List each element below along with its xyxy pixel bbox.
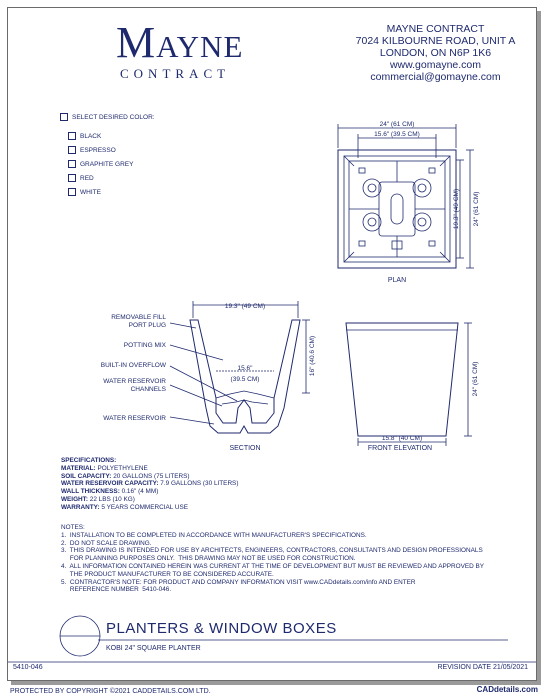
- callout-channels: WATER RESERVOIR: [103, 378, 166, 385]
- front-label: FRONT ELEVATION: [367, 445, 433, 452]
- callout-potting-mix: POTTING MIX: [123, 342, 166, 349]
- copyright-text: PROTECTED BY COPYRIGHT ©2021 CADDETAILS.COM LTD.: [10, 688, 211, 695]
- front-dim-height: 24" (61 CM): [472, 361, 479, 397]
- specifications: [61, 457, 361, 512]
- notes: [61, 524, 501, 594]
- callout-fill-plug-2: PORT PLUG: [128, 322, 166, 329]
- spec-row: WATER RESERVOIR CAPACITY: 7.9 GALLONS (30 LITERS): [61, 480, 239, 488]
- plan-dim-right-inner: 19.3" (49 CM): [453, 188, 460, 230]
- address-line-2: LONDON, ON N6P 1K6: [379, 47, 492, 59]
- note-line: REFERENCE NUMBER 5410-046.: [61, 586, 172, 594]
- section-dim-mid: 15.6": [237, 365, 253, 372]
- color-option[interactable]: BLACK: [68, 130, 155, 144]
- drawing-subtitle: KOBI 24" SQUARE PLANTER: [106, 645, 201, 652]
- color-option[interactable]: RED: [68, 172, 155, 186]
- color-heading: SELECT DESIRED COLOR:: [60, 111, 155, 125]
- email-link[interactable]: commercial@gomayne.com: [370, 71, 501, 83]
- section-dim-top: 19.3" (49 CM): [224, 303, 266, 310]
- reference-number: 5410-046: [13, 664, 43, 671]
- notes-heading: NOTES:: [61, 524, 85, 531]
- drawing-title: PLANTERS & WINDOW BOXES: [106, 620, 337, 637]
- spec-row: MATERIAL: POLYETHYLENE: [61, 464, 148, 472]
- color-option[interactable]: ESPRESSO: [68, 144, 155, 158]
- section-label: SECTION: [229, 445, 261, 452]
- revision-date: REVISION DATE 21/05/2021: [437, 664, 528, 671]
- drawing-views: [8, 8, 536, 468]
- drawing-sheet: [7, 7, 537, 681]
- callout-channels-2: CHANNELS: [130, 386, 166, 393]
- brand-logo: Mayne: [116, 18, 244, 67]
- specs-heading: SPECIFICATIONS:: [61, 457, 117, 464]
- company-name: MAYNE CONTRACT: [386, 23, 485, 35]
- plan-dim-inner: 15.6" (39.5 CM): [374, 131, 420, 138]
- brand-subtitle: CONTRACT: [120, 66, 231, 81]
- note-line: THE PRODUCT MANUFACTURER TO BE CONSIDERED ACCURATE.: [61, 570, 274, 578]
- section-dim-mid-cm: (39.5 CM): [230, 376, 260, 383]
- front-dim-bottom: 15.8" (40 CM): [381, 435, 423, 442]
- note-line: 3. THIS DRAWING IS INTENDED FOR USE BY ARCHITECTS, ENGINEERS, CONTRACTORS, CONSULTANTS AND DESIGN PROFESSIONALS: [61, 547, 483, 555]
- website-link[interactable]: www.gomayne.com: [389, 59, 482, 71]
- caddetails-logo[interactable]: CADdetails.com: [476, 685, 538, 694]
- callout-overflow: BUILT-IN OVERFLOW: [100, 362, 166, 369]
- note-line: FOR PLANNING PURPOSES ONLY. THIS DRAWING MAY NOT BE USED FOR CONSTRUCTION.: [61, 555, 356, 563]
- callout-reservoir: WATER RESERVOIR: [103, 415, 166, 422]
- spec-row: WALL THICKNESS: 0.16" (4 MM): [61, 488, 159, 496]
- note-line: 2. DO NOT SCALE DRAWING.: [61, 539, 152, 547]
- spec-row: SOIL CAPACITY: 20 GALLONS (75 LITERS): [61, 472, 190, 480]
- color-option[interactable]: WHITE: [68, 186, 155, 200]
- note-line: 4. ALL INFORMATION CONTAINED HEREIN WAS CURRENT AT THE TIME OF DEVELOPMENT BUT MUST BE REVIEWED AND APPROVED BY: [61, 562, 485, 570]
- front-elevation-view: [346, 323, 472, 446]
- spec-row: WARRANTY: 5 YEARS COMMERCIAL USE: [61, 503, 189, 511]
- plan-dim-right-outer: 24" (61 CM): [473, 191, 480, 227]
- color-option[interactable]: GRAPHITE GREY: [68, 158, 155, 172]
- section-dim-height: 16" (40.6 CM): [309, 335, 316, 377]
- address-line-1: 7024 KILBOURNE ROAD, UNIT A: [355, 35, 516, 47]
- plan-dim-outer: 24" (61 CM): [379, 121, 415, 128]
- spec-row: WEIGHT: 22 LBS (10 KG): [61, 495, 135, 503]
- note-line: 1. INSTALLATION TO BE COMPLETED IN ACCORDANCE WITH MANUFACTURER'S SPECIFICATIONS.: [61, 531, 367, 539]
- plan-label: PLAN: [387, 277, 407, 284]
- note-line: 5. CONTRACTOR'S NOTE: FOR PRODUCT AND COMPANY INFORMATION VISIT www.CADdetails.com/info AND ENTER: [61, 578, 416, 586]
- callout-fill-plug: REMOVABLE FILL: [111, 314, 166, 321]
